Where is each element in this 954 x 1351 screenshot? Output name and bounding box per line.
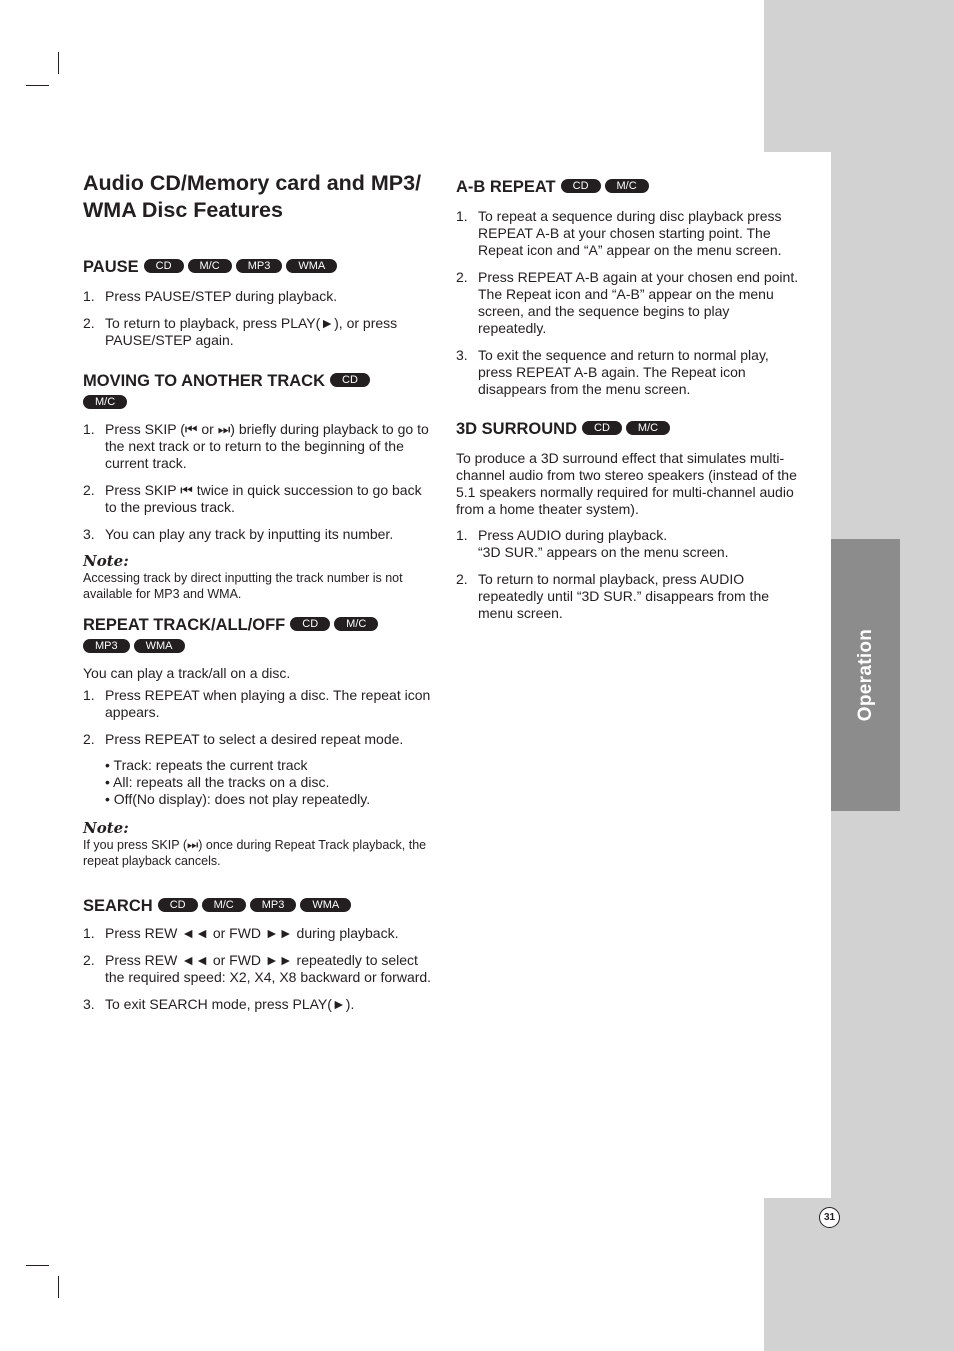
step-number: 1. <box>83 925 95 941</box>
search-section <box>83 895 435 1013</box>
list-item <box>83 925 435 942</box>
badge: CD <box>582 421 622 435</box>
step-text: To repeat a sequence during disc playback press REPEAT A-B at your chosen starting point. The Repeat icon and “A” appear on the menu screen. <box>478 208 782 258</box>
badge: M/C <box>188 259 232 273</box>
step-text: Press REPEAT when playing a disc. The repeat icon appears. <box>105 687 431 720</box>
list-item <box>83 526 435 543</box>
intro-text: You can play a track/all on a disc. <box>83 665 291 681</box>
step-text: Press PAUSE/STEP during playback. <box>105 288 338 304</box>
list-item <box>456 527 801 561</box>
pause-section <box>83 256 435 349</box>
badge: CD <box>158 898 198 912</box>
crop-mark <box>58 1276 59 1298</box>
step-text: Press REPEAT A-B again at your chosen end point. The Repeat icon and “A-B” appear on the menu screen, and the sequence begins to play repeatedly. <box>478 269 799 336</box>
section-heading <box>456 418 801 440</box>
section-heading <box>456 176 801 198</box>
badge: M/C <box>202 898 246 912</box>
ab-repeat-heading: A-B REPEAT <box>456 178 556 196</box>
badge: CD <box>561 179 601 193</box>
list-item: • All: repeats all the tracks on a disc. <box>105 774 330 790</box>
step-number: 1. <box>456 527 468 543</box>
step-number: 3. <box>456 347 468 363</box>
badge: M/C <box>605 179 649 193</box>
step-text: Press REW ◄◄ or FWD ►► during playback. <box>105 925 399 941</box>
step-number: 2. <box>83 952 95 968</box>
step-number: 3. <box>83 996 95 1012</box>
badge: CD <box>144 259 184 273</box>
step-number: 1. <box>83 288 95 304</box>
list-item <box>456 347 801 398</box>
step-text: To return to playback, press PLAY(►), or press PAUSE/STEP again. <box>105 315 398 348</box>
badge: MP3 <box>236 259 283 273</box>
step-number: 3. <box>83 526 95 542</box>
list-item <box>83 482 435 516</box>
list-item <box>83 731 435 748</box>
step-text: You can play any track by inputting its number. <box>105 526 394 542</box>
badge: CD <box>290 617 330 631</box>
badge: M/C <box>334 617 378 631</box>
surround-section <box>456 418 801 622</box>
step-text: To return to normal playback, press AUDIO repeatedly until “3D SUR.” disappears from the menu screen. <box>478 571 770 621</box>
page-number: 31 <box>819 1207 840 1228</box>
step-text: Press REPEAT to select a desired repeat mode. <box>105 731 404 747</box>
step-subtext: “3D SUR.” appears on the menu screen. <box>478 544 729 560</box>
section-heading <box>83 256 435 278</box>
crop-mark <box>58 52 59 74</box>
ab-repeat-section <box>456 176 801 398</box>
moving-heading: MOVING TO ANOTHER TRACK <box>83 372 325 390</box>
section-tab-label: Operation <box>854 628 876 722</box>
step-number: 1. <box>456 208 468 224</box>
list-item <box>83 288 435 305</box>
right-column <box>456 176 801 622</box>
list-item <box>83 687 435 721</box>
note-heading: Note: <box>83 819 129 837</box>
list-item <box>456 571 801 622</box>
step-number: 2. <box>456 571 468 587</box>
section-tab <box>831 539 900 811</box>
step-text: Press REW ◄◄ or FWD ►► repeatedly to select the required speed: X2, X4, X8 backward or forward. <box>105 952 432 985</box>
step-text: To exit the sequence and return to normal play, press REPEAT A-B again. The Repeat icon disappears from the menu screen. <box>478 347 769 397</box>
crop-mark <box>26 85 49 86</box>
section-heading <box>83 614 435 658</box>
list-item <box>456 208 801 259</box>
badge: WMA <box>300 898 351 912</box>
section-heading <box>83 895 435 917</box>
badge: M/C <box>626 421 670 435</box>
note-heading: Note: <box>83 552 129 570</box>
list-item: • Off(No display): does not play repeatedly. <box>105 791 371 807</box>
step-text: Press AUDIO during playback. <box>478 527 668 543</box>
repeat-section <box>83 614 435 869</box>
step-number: 2. <box>83 482 95 498</box>
pause-heading: PAUSE <box>83 258 139 276</box>
list-item: • Track: repeats the current track <box>105 757 308 773</box>
step-text: Press SKIP (⏮ or ⏭) briefly during playback to go to the next track or to return to the beginning of the current track. <box>105 421 429 471</box>
step-text: Press SKIP ⏮ twice in quick succession to go back to the previous track. <box>105 482 422 515</box>
step-number: 1. <box>83 687 95 703</box>
list-item <box>83 952 435 986</box>
badge: MP3 <box>250 898 297 912</box>
crop-mark <box>26 1265 49 1266</box>
list-item <box>456 269 801 337</box>
list-item <box>83 315 435 349</box>
search-heading: SEARCH <box>83 897 153 915</box>
note-text: Accessing track by direct inputting the track number is not available for MP3 and WMA. <box>83 571 403 601</box>
badge: CD <box>330 373 370 387</box>
intro-text: To produce a 3D surround effect that simulates multi-channel audio from two stereo speakers (instead of the 5.1 speakers normally required for multi-channel audio from a home theater system). <box>456 450 797 517</box>
list-item <box>83 421 435 472</box>
badge: MP3 <box>83 639 130 653</box>
step-number: 2. <box>83 315 95 331</box>
badge: WMA <box>286 259 337 273</box>
page-title: Audio CD/Memory card and MP3/ WMA Disc Features <box>83 171 422 222</box>
list-item <box>83 996 435 1013</box>
badge: WMA <box>134 639 185 653</box>
section-heading <box>83 370 435 414</box>
step-number: 2. <box>83 731 95 747</box>
moving-section <box>83 370 435 602</box>
step-number: 1. <box>83 421 95 437</box>
step-text: To exit SEARCH mode, press PLAY(►). <box>105 996 355 1012</box>
repeat-heading: REPEAT TRACK/ALL/OFF <box>83 616 286 634</box>
note-text: If you press SKIP (⏭) once during Repeat Track playback, the repeat playback cancels. <box>83 838 427 868</box>
step-number: 2. <box>456 269 468 285</box>
left-column <box>83 256 435 1013</box>
surround-heading: 3D SURROUND <box>456 420 578 438</box>
badge: M/C <box>83 395 127 409</box>
